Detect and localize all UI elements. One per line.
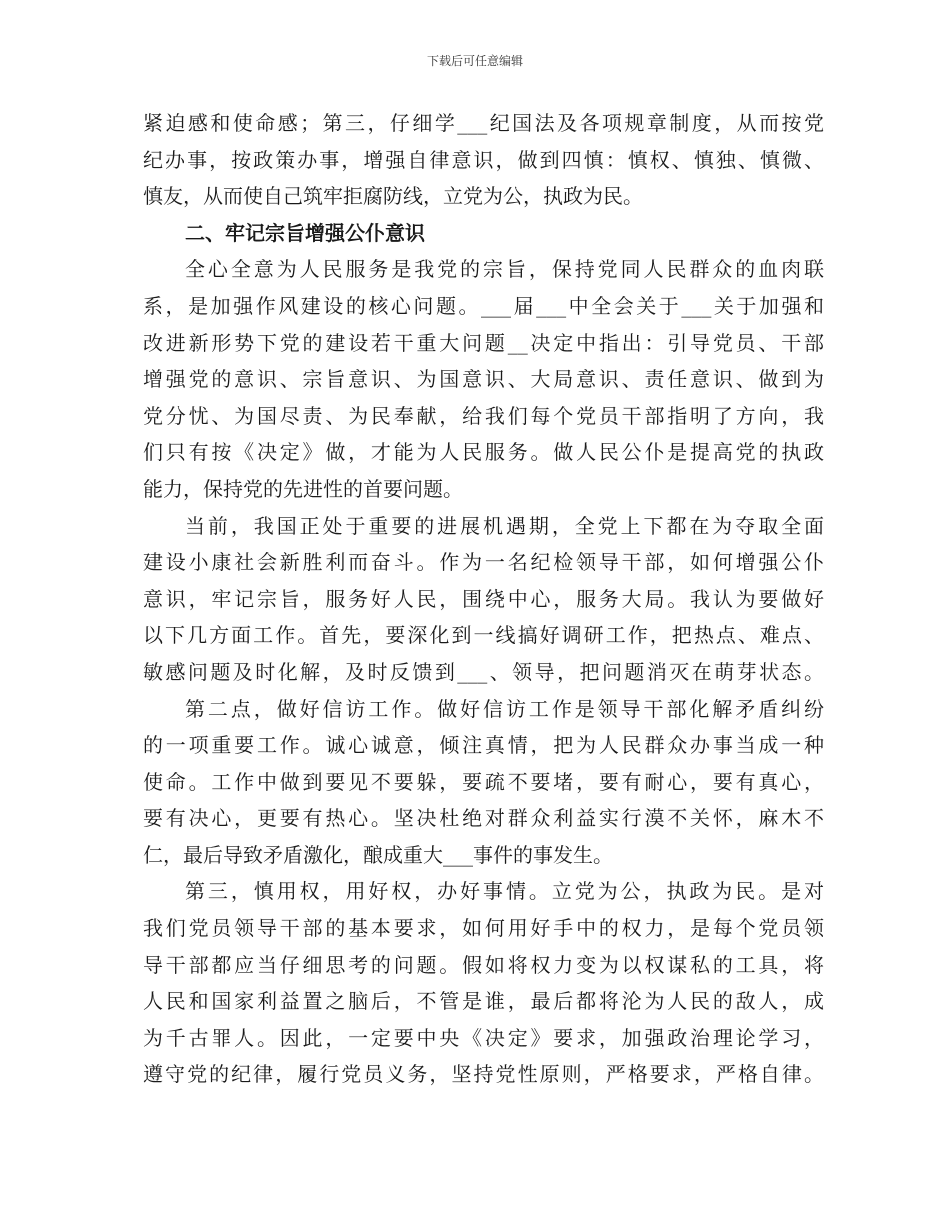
text-line: 意识，牢记宗旨，服务好人民，围绕中心，服务大局。我认为要做好: [143, 586, 824, 611]
text-line: 使命。工作中做到要见不要躲，要疏不要堵，要有耐心，要有真心，: [143, 769, 824, 794]
text-line: 建设小康社会新胜利而奋斗。作为一名纪检领导干部，如何增强公仆: [143, 550, 824, 575]
text-line: 改进新形势下党的建设若干重大问题__决定中指出：引导党员、干部: [143, 330, 824, 355]
text-line: 我们党员领导干部的基本要求，如何用好手中的权力，是每个党员领: [143, 916, 824, 941]
text-line: 增强党的意识、宗旨意识、为国意识、大局意识、责任意识、做到为: [143, 367, 824, 392]
text-line: 慎友，从而使自己筑牢拒腐防线，立党为公，执政为民。: [143, 184, 643, 209]
page-header: 下载后可任意编辑: [426, 54, 523, 68]
text-line: 敏感问题及时化解，及时反馈到___、领导，把问题消灭在萌芽状态。: [143, 659, 824, 684]
text-line: 紧迫感和使命感；第三，仔细学___纪国法及各项规章制度，从而按党: [143, 111, 824, 135]
text-line: 的一项重要工作。诚心诚意，倾注真情，把为人民群众办事当成一种: [143, 733, 824, 758]
text-line: 为千古罪人。因此，一定要中央《决定》要求，加强政治理论学习，: [143, 1025, 824, 1050]
document-body: [143, 105, 824, 1093]
text-line: 们只有按《决定》做，才能为人民服务。做人民公仆是提高党的执政: [143, 440, 824, 465]
text-line: 遵守党的纪律，履行党员义务，坚持党性原则，严格要求，严格自律。: [143, 1062, 824, 1087]
text-line: 人民和国家利益置之脑后，不管是谁，最后都将沦为人民的敌人，成: [143, 989, 824, 1014]
text-line: 仁，最后导致矛盾激化，酿成重大___事件的事发生。: [143, 842, 613, 867]
paragraph-first-line: 第二点，做好信访工作。做好信访工作是领导干部化解矛盾纠纷: [185, 696, 824, 721]
text-line: 以下几方面工作。首先，要深化到一线搞好调研工作，把热点、难点、: [143, 623, 824, 648]
text-line: 系，是加强作风建设的核心问题。___届___中全会关于___关于加强和: [143, 293, 824, 318]
text-line: 能力，保持党的先进性的首要问题。: [143, 476, 463, 501]
section-heading: 二、牢记宗旨增强公仆意识: [185, 220, 425, 245]
text-line: 要有决心，更要有热心。坚决杜绝对群众利益实行漠不关怀，麻木不: [143, 806, 824, 831]
paragraph-first-line: 第三，慎用权，用好权，办好事情。立党为公，执政为民。是对: [185, 879, 824, 904]
paragraph-first-line: 全心全意为人民服务是我党的宗旨，保持党同人民群众的血肉联: [185, 257, 824, 282]
paragraph-first-line: 当前，我国正处于重要的进展机遇期，全党上下都在为夺取全面: [185, 513, 824, 538]
text-line: 纪办事，按政策办事，增强自律意识，做到四慎：慎权、慎独、慎微、: [143, 147, 824, 172]
text-line: 导干部都应当仔细思考的问题。假如将权力变为以权谋私的工具，将: [143, 952, 824, 977]
text-line: 党分忧、为国尽责、为民奉献，给我们每个党员干部指明了方向，我: [143, 403, 824, 428]
